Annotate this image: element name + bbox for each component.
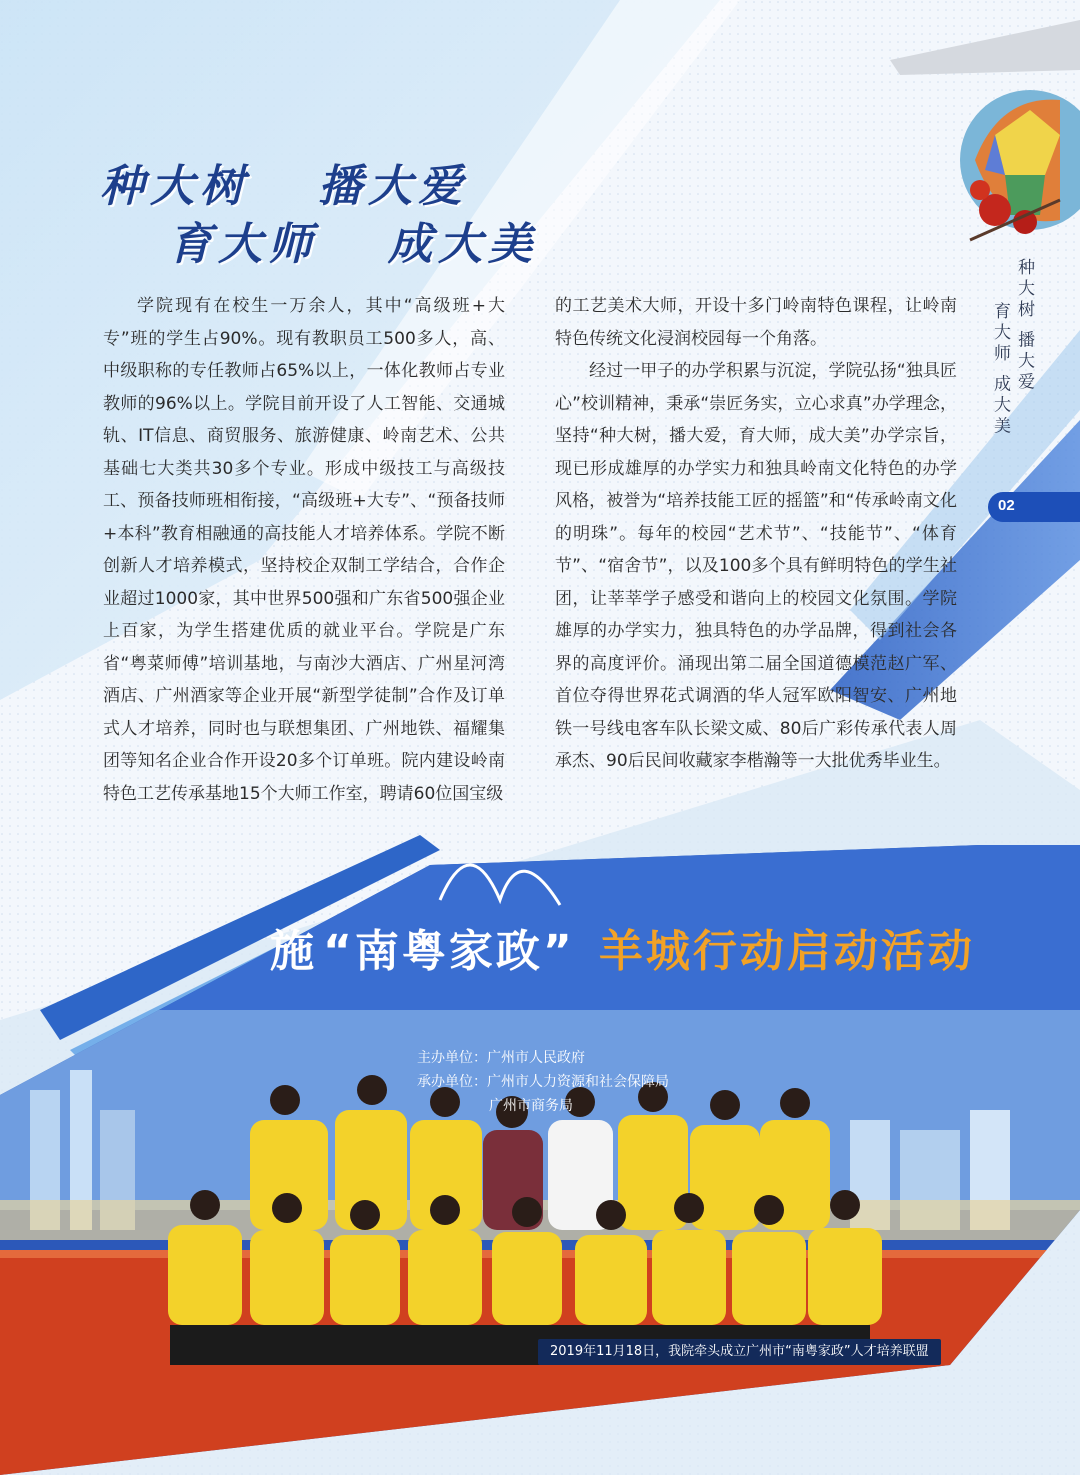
organizer-block (417, 1046, 669, 1118)
page-number: 02 (998, 497, 1015, 514)
organizer-line-3: 广州市商务局 (489, 1098, 573, 1114)
body-column-left (103, 290, 505, 810)
photo-banner (270, 915, 975, 979)
body-column-right (555, 290, 957, 778)
banner-quoted: “南粤家政” (323, 926, 575, 977)
organizer-line-2: 承办单位：广州市人力资源和社会保障局 (417, 1074, 669, 1090)
body-paragraph-1: 学院现有在校生一万余人，其中“高级班+大专”班的学生占90%。现有教职员工500多人，高、中级职称的专任教师占65%以上，一体化教师占专业教师的96%以上。学院目前开设了人工智能、交通城轨、IT信息、商贸服务、旅游健康、岭南艺术、公共基础七大类共30多个专业。形成中级技工与高级技工、预备技师班相衔接，“高级班+大专”、“预备技师+本科”教育相融通的高技能人才培养体系。学院不断创新人才培养模式，坚持校企双制工学结合，合作企业超过1000家，其中世界500强和广东省500强企业上百家，为学生搭建优质的就业平台。学院是广东省“粤菜师傅”培训基地，与南沙大酒店、广州星河湾酒店、广州酒家等企业开展“新型学徒制”合作及订单式人才培养，同时也与联想集团、广州地铁、福耀集团等知名企业合作开设20多个订单班。院内建设岭南特色工艺传承基地15个大师工作室，聘请60位国宝级 (103, 296, 505, 804)
headline-line1-left: 种大树 (100, 161, 250, 212)
body-paragraph-2: 经过一甲子的办学积累与沉淀，学院弘扬“独具匠心”校训精神，秉承“崇匠务实，立心求真”办学理念，坚持“种大树，播大爱，育大师，成大美”办学宗旨，现已形成雄厚的办学实力和独具岭南文化特色的办学风格，被誉为“培养技能工匠的摇篮”和“传承岭南文化的明珠”。每年的校园“艺术节”、“技能节”、“体育节”、“宿舍节”，以及100多个具有鲜明特色的学生社团，让莘莘学子感受和谐向上的校园文化氛围。学院雄厚的办学实力，独具特色的办学品牌，得到社会各界的高度评价。涌现出第二届全国道德模范赵广军、首位夺得世界花式调酒的华人冠军欧阳智安、广州地铁一号线电客车队长梁文威、80后广彩传承代表人周承杰、90后民间收藏家李楷瀚等一大批优秀毕业生。 (555, 361, 957, 771)
side-text-col2: 育大师 成大美 (990, 302, 1010, 438)
banner-prefix: 施 (270, 926, 317, 977)
banner-rest: 羊城行动启动活动 (598, 926, 975, 977)
body-paragraph-1-continued: 的工艺美术大师，开设十多门岭南特色课程，让岭南特色传统文化浸润校园每一个角落。 (555, 296, 957, 349)
photo-caption: 2019年11月18日，我院牵头成立广州市“南粤家政”人才培养联盟 (538, 1339, 941, 1365)
organizer-line-1: 主办单位：广州市人民政府 (417, 1050, 585, 1066)
headline-line2-right: 成大美 (388, 219, 538, 270)
headline-line1-right: 播大爱 (318, 161, 468, 212)
headline-line2-left: 育大师 (168, 219, 318, 270)
side-text-col1: 种大树 播大爱 (1014, 258, 1034, 394)
